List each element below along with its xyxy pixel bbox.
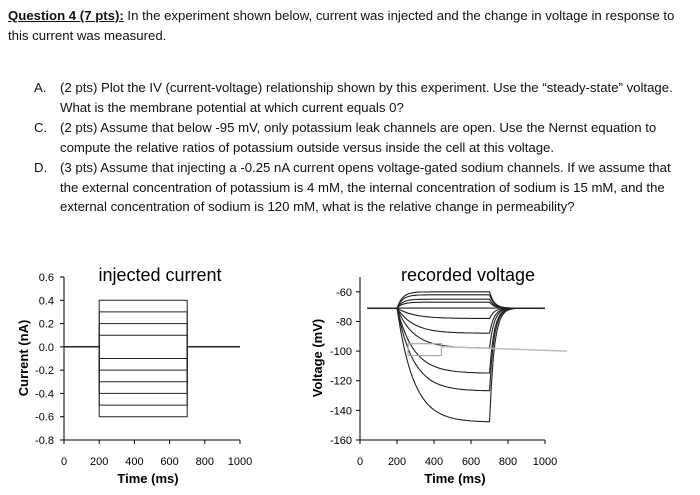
current-chart (16, 265, 252, 486)
x-tick-label: 800 (498, 456, 518, 468)
y-tick-label: -100 (329, 346, 352, 359)
y-tick-label: -80 (336, 316, 352, 329)
y-tick-label: -140 (329, 405, 352, 418)
voltage-trace (367, 292, 545, 308)
inset-pointer-line (441, 347, 567, 351)
sub-question-text: (2 pts) Assume that below -95 mV, only potassium leak channels are open. Use the Nernst equation to compute the relative ratios of potassium outside versus inside the cell at this voltage. (60, 120, 657, 155)
chart-title: injected current (98, 265, 222, 285)
chart-title: recorded voltage (400, 265, 536, 285)
y-tick-label: -0.2 (35, 365, 54, 378)
current-step-trace (64, 312, 240, 347)
sub-question-label: D. (34, 160, 48, 175)
voltage-trace (367, 308, 545, 333)
sub-question-text: (3 pts) Assume that injecting a -0.25 nA current opens voltage-gated sodium channels. If we assume that the external concentration of potassium is 4 mM, the internal concentration of sodium is 15 mM, and the external concentration of sodium is 120 mM, what is the relative change in permeability? (60, 160, 671, 214)
current-step-trace (64, 347, 240, 359)
x-tick-label: 600 (461, 456, 481, 468)
y-tick-label: -60 (336, 286, 352, 299)
voltage-trace (367, 308, 545, 318)
sub-question-label: A. (34, 80, 47, 95)
voltage-trace (367, 308, 545, 348)
x-tick-label: 200 (90, 456, 109, 468)
x-tick-label: 0 (356, 456, 364, 468)
sub-question-text: (2 pts) Plot the IV (current-voltage) relationship shown by this experiment. Use the “steady-state” voltage. What is the membrane potential at which current equals 0? (60, 80, 673, 115)
sub-question-label: C. (34, 120, 48, 135)
y-tick-label: -0.4 (35, 388, 54, 401)
y-tick-label: 0.0 (38, 341, 54, 354)
y-tick-label: -120 (329, 375, 352, 388)
voltage-trace (367, 302, 545, 308)
voltage-chart (310, 265, 567, 486)
y-axis-label: Voltage (mV) (310, 318, 325, 398)
y-tick-label: 0.6 (38, 272, 54, 284)
voltage-trace (367, 295, 545, 308)
question-heading: Question 4 (7 pts): (8, 8, 124, 23)
inset-highlight-box (408, 344, 441, 356)
x-tick-label: 800 (195, 456, 214, 468)
current-step-trace (64, 347, 240, 382)
y-tick-label: 0.2 (38, 318, 54, 331)
voltage-trace (367, 308, 545, 422)
y-tick-label: -160 (329, 435, 352, 447)
x-axis-label: Time (ms) (424, 471, 486, 486)
y-tick-label: 0.4 (38, 295, 54, 308)
x-tick-label: 600 (160, 456, 179, 468)
x-tick-label: 1000 (532, 456, 558, 468)
x-tick-label: 400 (424, 456, 444, 468)
current-step-trace (64, 347, 240, 405)
y-tick-label: -0.6 (35, 411, 54, 424)
y-axis-label: Current (nA) (16, 319, 31, 397)
x-tick-label: 0 (60, 456, 68, 468)
voltage-trace (367, 299, 545, 308)
x-tick-label: 1000 (227, 456, 253, 468)
x-tick-label: 400 (125, 456, 144, 468)
current-step-trace (64, 335, 240, 347)
x-tick-label: 200 (387, 456, 407, 468)
y-tick-label: -0.8 (35, 435, 54, 447)
x-axis-label: Time (ms) (117, 471, 179, 486)
question-intro: In the experiment shown below, current was injected and the change in voltage in response to this current was measured. (8, 8, 675, 43)
